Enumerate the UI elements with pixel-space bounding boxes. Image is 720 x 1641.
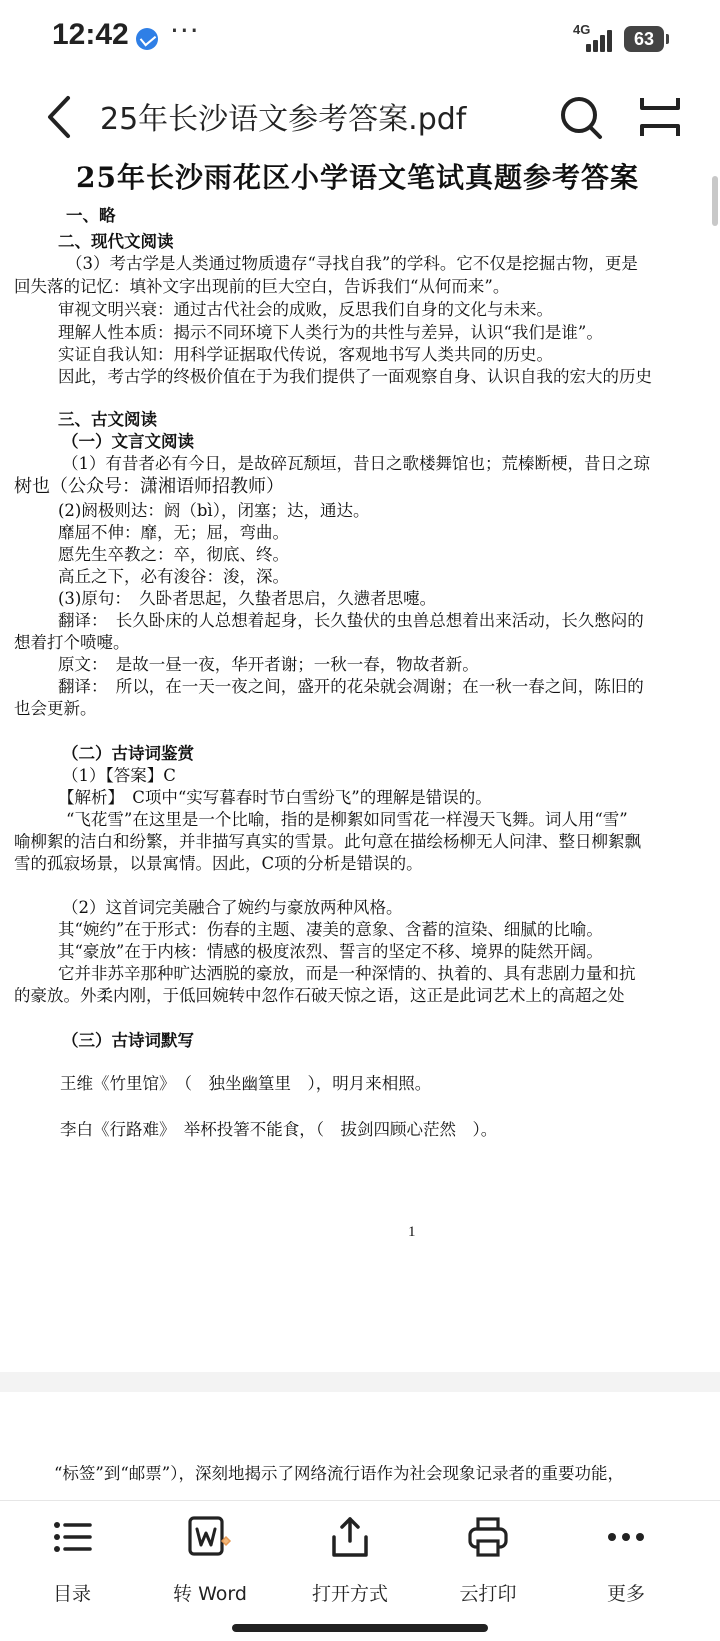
battery-icon: 63 bbox=[624, 26, 664, 52]
text-line: （1）有昔者必有今日，是故碎瓦颓垣，昔日之歌楼舞馆也；荒榛断梗，昔日之琼 bbox=[62, 454, 650, 473]
text-line: 雪的孤寂场景，以景寓情。因此，C项的分析是错误的。 bbox=[14, 854, 423, 873]
subsection-heading: （三）古诗词默写 bbox=[62, 1031, 194, 1050]
toolbar-label: 打开方式 bbox=[311, 1583, 388, 1605]
document-heading: 25年长沙雨花区小学语文笔试真题参考答案 bbox=[76, 161, 639, 194]
toolbar-item-cloud-print[interactable] bbox=[428, 1515, 548, 1615]
status-time: 12:42 bbox=[52, 18, 129, 51]
search-icon[interactable] bbox=[558, 92, 604, 142]
text-line: 的豪放。外柔内刚，于低回婉转中忽作石破天惊之语，这正是此词艺术上的高超之处 bbox=[14, 986, 625, 1005]
signal-icon bbox=[586, 30, 616, 52]
toolbar-item-more[interactable] bbox=[566, 1515, 686, 1615]
page-number: 1 bbox=[408, 1224, 416, 1240]
section-heading: 一、略 bbox=[66, 206, 116, 225]
section-heading: 三、古文阅读 bbox=[58, 410, 157, 429]
text-line: 高丘之下，必有浚谷：浚，深。 bbox=[58, 567, 289, 586]
text-line: (2)阏极则达：阏（bì），闭塞；达，通达。 bbox=[58, 501, 370, 520]
more-icon bbox=[604, 1515, 648, 1559]
toolbar-label: 目录 bbox=[52, 1583, 91, 1605]
text-line: 【解析】 C项中“实写暮春时节白雪纷飞”的理解是错误的。 bbox=[58, 788, 492, 807]
text-line: 它并非苏辛那种旷达洒脱的豪放，而是一种深情的、执着的、具有悲剧力量和抗 bbox=[58, 964, 636, 983]
toolbar-label: 更多 bbox=[606, 1583, 645, 1605]
printer-icon bbox=[466, 1515, 510, 1559]
bottom-toolbar bbox=[0, 1500, 720, 1641]
text-line: 想着打个喷嚏。 bbox=[14, 633, 130, 652]
status-more-dots: ··· bbox=[170, 14, 200, 47]
text-line: 回失落的记忆：填补文字出现前的巨大空白，告诉我们“从何而来”。 bbox=[14, 277, 510, 296]
next-page-text-line: “标签”到“邮票”），深刻地揭示了网络流行语作为社会现象记录者的重要功能， bbox=[54, 1464, 624, 1483]
text-line: 其“婉约”在于形式：伤春的主题、凄美的意象、含蓄的渲染、细腻的比喻。 bbox=[58, 920, 603, 939]
text-line: 喻柳絮的洁白和纷繁，并非描写真实的雪景。此句意在描绘杨柳无人问津、整日柳絮飘 bbox=[14, 832, 641, 851]
scrollbar-thumb[interactable] bbox=[712, 176, 718, 226]
text-line: 王维《竹里馆》 （ 独坐幽篁里 ），明月来相照。 bbox=[60, 1074, 432, 1093]
text-line: 靡屈不伸：靡，无；屈，弯曲。 bbox=[58, 523, 289, 542]
network-type: 4G bbox=[573, 22, 591, 37]
text-line: 因此，考古学的终极价值在于为我们提供了一面观察自身、认识自我的宏大的历史 bbox=[58, 367, 652, 386]
text-line: （3）考古学是人类通过物质遗存“寻找自我”的学科。它不仅是挖掘古物，更是 bbox=[66, 254, 638, 273]
text-line: 其“豪放”在于内核：情感的极度浓烈、誓言的坚定不移、境界的陡然开阔。 bbox=[58, 942, 603, 961]
top-app-bar bbox=[0, 80, 720, 156]
toolbar-label: 云打印 bbox=[459, 1583, 517, 1605]
pdf-page[interactable] bbox=[0, 156, 720, 1368]
toolbar-item-open-with[interactable] bbox=[290, 1515, 410, 1615]
text-line: “飞花雪”在这里是一个比喻，指的是柳絮如同雪花一样漫天飞舞。词人用“雪” bbox=[66, 810, 628, 829]
toolbar-label: 转 Word bbox=[173, 1583, 247, 1605]
text-line: 原文： 是故一昼一夜，华开者谢；一秋一春，物故者新。 bbox=[58, 655, 479, 674]
toolbar-item-contents[interactable] bbox=[12, 1515, 132, 1615]
back-arrow-icon[interactable] bbox=[40, 90, 80, 144]
text-line: 翻译： 所以，在一天一夜之间，盛开的花朵就会凋谢；在一秋一春之间，陈旧的 bbox=[58, 677, 644, 696]
document-title: 25年长沙语文参考答案.pdf bbox=[100, 102, 467, 137]
word-convert-icon bbox=[186, 1515, 234, 1559]
toolbar-item-to-word[interactable] bbox=[150, 1515, 270, 1615]
text-line: 理解人性本质：揭示不同环境下人类行为的共性与差异，认识“我们是谁”。 bbox=[58, 323, 603, 342]
notification-app-icon bbox=[136, 28, 158, 50]
fullscreen-icon[interactable] bbox=[638, 92, 682, 142]
status-bar bbox=[0, 0, 720, 80]
share-icon bbox=[328, 1515, 372, 1559]
page-separator bbox=[0, 1372, 720, 1392]
text-line: 翻译： 长久卧床的人总想着起身，长久蛰伏的虫兽总想着出来活动，长久憋闷的 bbox=[58, 611, 644, 630]
subsection-heading: （一）文言文阅读 bbox=[62, 432, 194, 451]
text-line: （2）这首词完美融合了婉约与豪放两种风格。 bbox=[62, 898, 403, 917]
text-line: 李白《行路难》 举杯投箸不能食，（ 拔剑四顾心茫然 ）。 bbox=[60, 1120, 498, 1139]
text-line: 愿先生卒教之：卒，彻底、终。 bbox=[58, 545, 289, 564]
subsection-heading: （二）古诗词鉴赏 bbox=[62, 744, 194, 763]
text-line: 树也（公众号：潇湘语师招教师） bbox=[14, 476, 284, 497]
text-line: 审视文明兴衰：通过古代社会的成败，反思我们自身的文化与未来。 bbox=[58, 300, 553, 319]
home-indicator[interactable] bbox=[232, 1624, 488, 1632]
list-icon bbox=[50, 1515, 94, 1559]
text-line: 也会更新。 bbox=[14, 699, 97, 718]
text-line: （1）【答案】C bbox=[62, 766, 176, 785]
text-line: 实证自我认知：用科学证据取代传说，客观地书写人类共同的历史。 bbox=[58, 345, 553, 364]
section-heading: 二、现代文阅读 bbox=[58, 232, 174, 251]
text-line: (3)原句： 久卧者思起，久蛰者思启，久懑者思嚏。 bbox=[58, 589, 437, 608]
